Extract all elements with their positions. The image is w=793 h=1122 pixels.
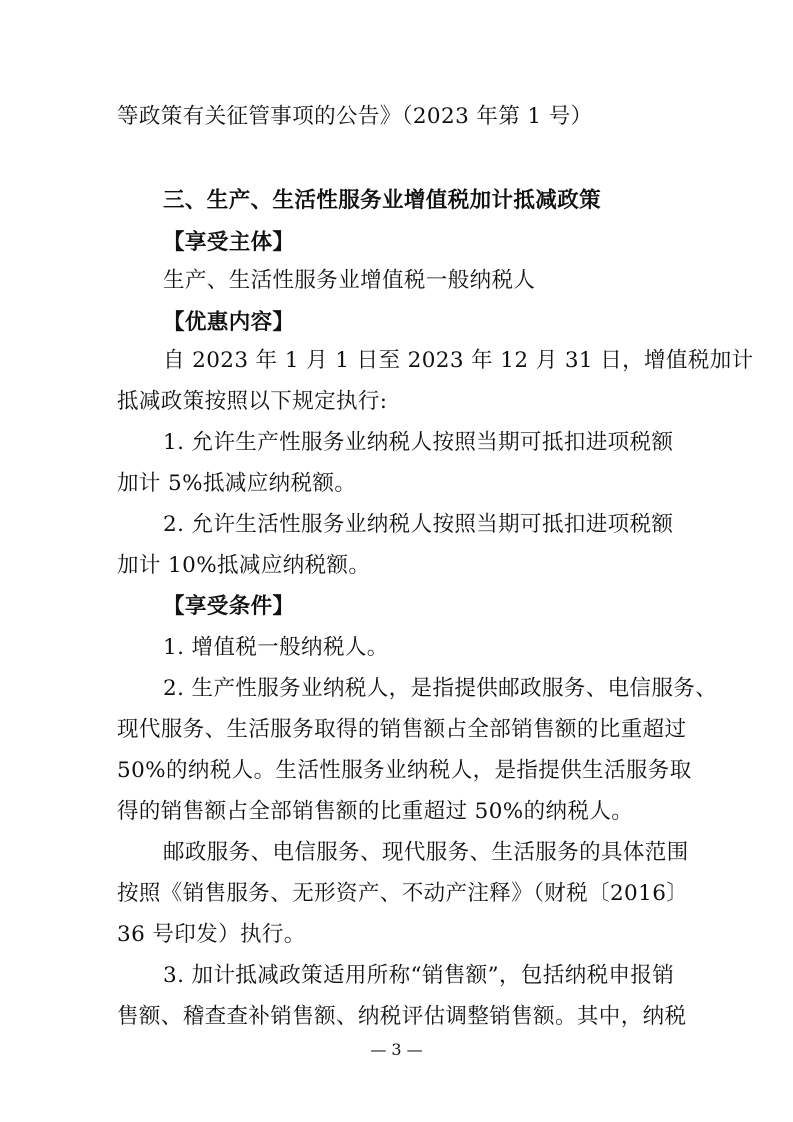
subheading-beneficiary: 【享受主体】 <box>163 230 295 255</box>
subheading-benefits: 【优惠内容】 <box>163 310 295 335</box>
page-number: — 3 — <box>370 1040 423 1059</box>
scope-line-3: 36 号印发）执行。 <box>117 922 306 947</box>
condition-item-2-line-1: 2. 生产性服务业纳税人，是指提供邮政服务、电信服务、 <box>163 676 718 701</box>
benefit-item-2-line-2: 加计 10%抵减应纳税额。 <box>117 553 371 578</box>
benefit-item-1-line-1: 1. 允许生产性服务业纳税人按照当期可抵扣进项税额 <box>163 430 674 455</box>
benefit-item-1-line-2: 加计 5%抵减应纳税额。 <box>117 471 357 496</box>
benefits-intro-line-2: 抵减政策按照以下规定执行: <box>117 389 388 414</box>
beneficiary-text: 生产、生活性服务业增值税一般纳税人 <box>163 268 536 293</box>
scope-line-1: 邮政服务、电信服务、现代服务、生活服务的具体范围 <box>163 840 689 865</box>
condition-item-2-line-3: 50%的纳税人。生活性服务业纳税人，是指提供生活服务取 <box>117 758 692 783</box>
benefits-intro-line-1: 自 2023 年 1 月 1 日至 2023 年 12 月 31 日，增值税加计 <box>163 348 754 373</box>
section-heading: 三、生产、生活性服务业增值税加计抵减政策 <box>163 188 602 213</box>
benefit-item-2-line-1: 2. 允许生活性服务业纳税人按照当期可抵扣进项税额 <box>163 512 674 537</box>
condition-item-3-line-2: 售额、稽查查补销售额、纳税评估调整销售额。其中，纳税 <box>117 1004 687 1029</box>
condition-item-3-line-1: 3. 加计抵减政策适用所称“销售额”，包括纳税申报销 <box>163 963 675 988</box>
condition-item-2-line-4: 得的销售额占全部销售额的比重超过 50%的纳税人。 <box>117 799 634 824</box>
scope-line-2: 按照《销售服务、无形资产、不动产注释》（财税〔2016〕 <box>117 881 689 906</box>
continuation-line: 等政策有关征管事项的公告》（2023 年第 1 号） <box>117 104 593 129</box>
subheading-conditions: 【享受条件】 <box>163 594 295 619</box>
condition-item-1: 1. 增值税一般纳税人。 <box>163 635 389 660</box>
condition-item-2-line-2: 现代服务、生活服务取得的销售额占全部销售额的比重超过 <box>117 717 687 742</box>
